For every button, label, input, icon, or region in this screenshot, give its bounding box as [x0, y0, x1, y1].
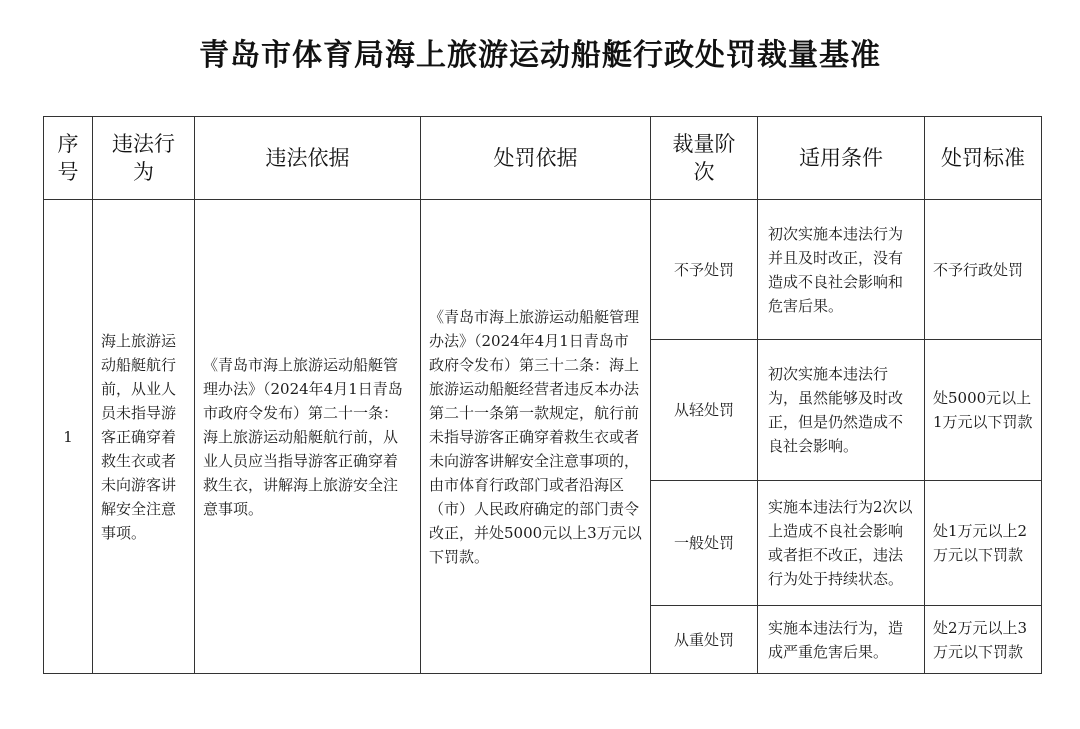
cell-standard — [925, 606, 1042, 674]
cell-standard — [925, 481, 1042, 606]
standard-text: 处5000元以上1万元以下罚款 — [933, 389, 1033, 431]
cell-condition — [758, 200, 925, 340]
cell-level: 一般处罚 — [651, 481, 758, 606]
penalty-table — [43, 116, 1042, 674]
header-standard: 处罚标准 — [925, 117, 1042, 200]
basis-text: 《青岛市海上旅游运动船艇管理办法》（2024年4月1日青岛市政府令发布）第二十一条：海上旅游运动船艇航行前，从业人员应当指导游客正确穿着救生衣，讲解海上旅游安全注意事项。 — [203, 355, 403, 518]
cell-seq: 1 — [44, 200, 93, 674]
cell-act — [93, 200, 195, 674]
standard-text: 处1万元以上2万元以下罚款 — [933, 522, 1028, 564]
cell-standard — [925, 340, 1042, 481]
header-condition: 适用条件 — [758, 117, 925, 200]
cell-condition — [758, 606, 925, 674]
header-act: 违法行为 — [93, 117, 195, 200]
cell-level: 不予处罚 — [651, 200, 758, 340]
standard-text: 处2万元以上3万元以下罚款 — [933, 618, 1028, 661]
header-basis: 违法依据 — [195, 117, 421, 200]
cell-penalty-basis — [421, 200, 651, 674]
table-header-row — [44, 117, 1042, 200]
header-penalty-basis: 处罚依据 — [421, 117, 651, 200]
condition-text: 初次实施本违法行为并且及时改正，没有造成不良社会影响和危害后果。 — [768, 224, 904, 315]
act-text: 海上旅游运动船艇航行前，从业人员未指导游客正确穿着救生衣或者未向游客讲解安全注意事项。 — [101, 331, 177, 542]
cell-level: 从轻处罚 — [651, 340, 758, 481]
condition-text: 初次实施本违法行为，虽然能够及时改正，但是仍然造成不良社会影响。 — [768, 365, 904, 455]
header-seq: 序号 — [44, 117, 93, 200]
cell-basis — [195, 200, 421, 674]
document-title: 青岛市体育局海上旅游运动船艇行政处罚裁量基准 — [199, 38, 881, 73]
penalty-basis-text: 《青岛市海上旅游运动船艇管理办法》（2024年4月1日青岛市政府令发布）第三十二条：海上旅游运动船艇经营者违反本办法第二十一条第一款规定，航行前未指导游客正确穿着救生衣或者未向游客讲解安全注意事项的，由市体育行政部门或者沿海区（市）人民政府确定的部门责令改正，并处5000元以上3万元以下罚款。 — [429, 307, 642, 566]
cell-condition — [758, 340, 925, 481]
header-level: 裁量阶次 — [651, 117, 758, 200]
cell-level: 从重处罚 — [651, 606, 758, 674]
cell-standard — [925, 200, 1042, 340]
cell-condition — [758, 481, 925, 606]
table-row — [44, 200, 1042, 340]
standard-text: 不予行政处罚 — [933, 260, 1024, 279]
condition-text: 实施本违法行为2次以上造成不良社会影响或者拒不改正，违法行为处于持续状态。 — [768, 498, 913, 588]
condition-text: 实施本违法行为，造成严重危害后果。 — [768, 618, 904, 661]
